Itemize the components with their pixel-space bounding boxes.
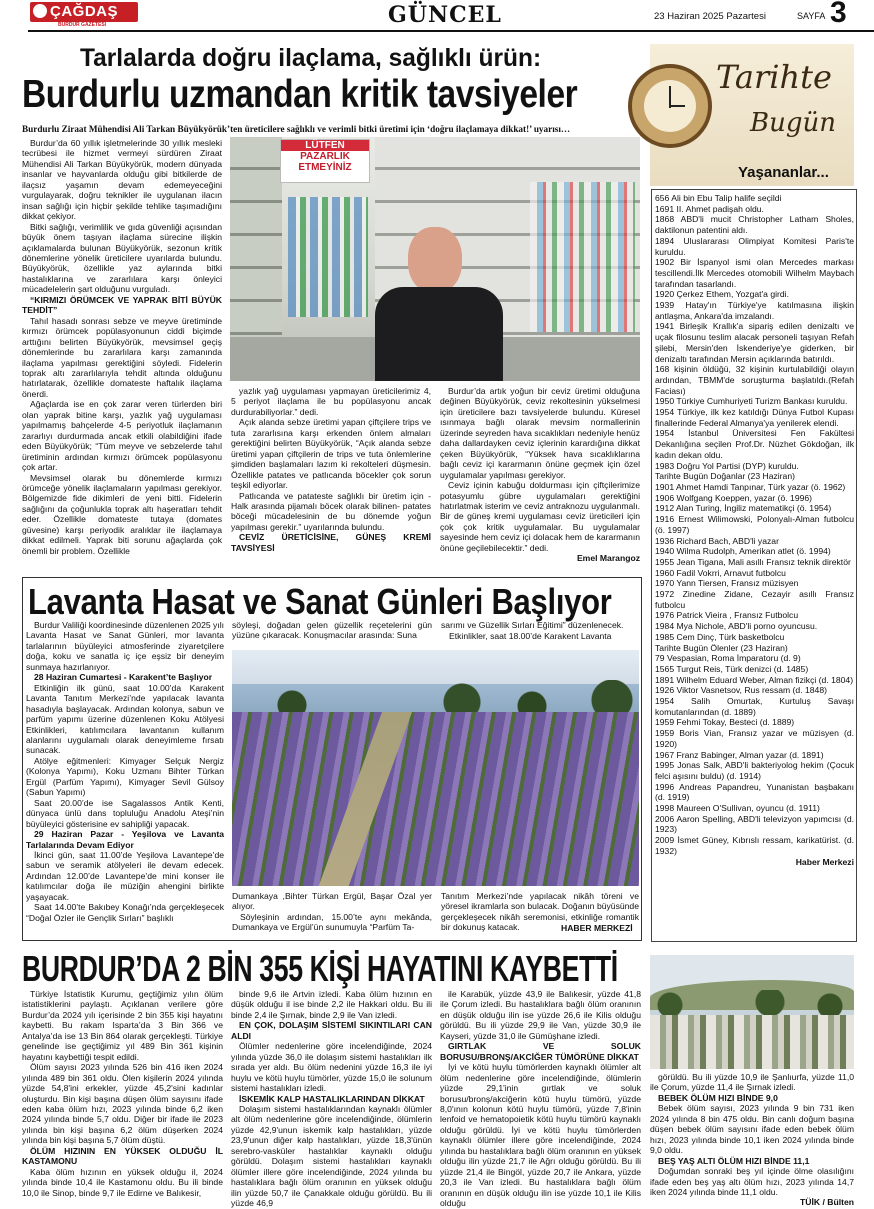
- product-boxes-right: [530, 182, 635, 332]
- paragraph: Ölüm sayısı 2023 yılında 526 bin 416 iken 2024 yılında 489 bin 361 oldu. Ölen kişilerin 2024 yılında yüzde 54,8'ini erkekler, yüzde 45,2'sini kadınlar oluşturdu. Bin kişi başına düşen ölüm sayısını ifade eden kaba ölüm hızı, 2023 yılında binde 6,2 iken 2024 yılında binde 5,7 oldu. Diğer bir ifade ile 2023 yılında bin kişi başına 6,2 ölüm düşerken 2024 yılında bin kişi başına 5,7 ölüm düştü.: [22, 1062, 223, 1146]
- history-item: 1984 Mya Nichole, ABD'li porno oyuncusu.: [655, 621, 818, 632]
- article3-column-2: [231, 989, 432, 1209]
- byline: Emel Marangoz: [576, 553, 640, 564]
- history-item: 1891 Wilhelm Eduard Weber, Alman fizikçi (d. 1804): [655, 674, 854, 685]
- masthead-rule: [28, 30, 874, 32]
- article2-byline: HABER MERKEZİ: [558, 923, 633, 933]
- paragraph: Bebek ölüm sayısı, 2023 yılında 9 bin 731 iken 2024 yılında 8 bin 475 oldu. Bin canlı doğum başına düşen bebek ölüm sayısını ifade eden bebek ölüm hızı, 2023 yılında binde 10,1 iken 2024 yılında binde 9,0 oldu.: [650, 1103, 854, 1156]
- history-item: 1954 Salih Omurtak, Kurtuluş Savaşı komutanlarından (d. 1889): [655, 696, 854, 717]
- subheading: GIRTLAK VE SOLUK BORUSU/BRONŞ/AKCİĞER TÜMÖRÜNE DİKKAT: [440, 1041, 641, 1062]
- paragraph: Açık alanda sebze üretimi yapan çiftçilere trips ve tuta zararlısına karşı erkenden önlem almaları gerektiğini belirten Büyükyörük, “Açık alanda sebze üretimi yapan çiftçilerin de trips ve tuta önlemlerine şimdiden başlamaları lazım ki rekolteleri düşmesin. Özellikle patates ve patlıcanda böcekler çok sorun teşkil ediyorlar.: [231, 417, 431, 491]
- masthead: [0, 0, 874, 32]
- article2-col2-bottom: Dumankaya ,Bihter Türkan Ergül, Başar Özal yer alıyor.: [232, 891, 432, 912]
- history-item: 1950 Türkiye Cumhuriyeti Turizm Bankası kuruldu.: [655, 396, 848, 407]
- history-item: 1970 Yann Tiersen, Fransız müzisyen: [655, 578, 799, 589]
- article1-column-1: [22, 138, 222, 558]
- logo-emblem-icon: [33, 4, 47, 18]
- article2-col3-bottom: Tanıtım Merkezi’nde yapılacak nikâh töreni ve yöresel ikramlarla son bulacak. Doğanın büyüsünde gerçekleşecek nikâh seremonisi, etkinliğe romantik bir dokunuş katacak.: [441, 891, 639, 933]
- paragraph: Mevsimsel olarak bu dönemlerde kırmızı örümceğe yönelik ilaçlamaların yapılması gerekiyor. Bölgemizde fide dikimleri de yeni bitti. Fidelerin sağlığını da çoğunlukla toprak altı haşeratları tehdit eder. Özellikle domateste tutaya (domates güvesine) karşı periyodik aralıklar ile ilaçlamaya dikkat edilmeli. Yaprak biti sorunu ağaçlarda çok önemli bir problem. Özellikle: [22, 472, 222, 556]
- history-item: 1902 Bir İspanyol ismi olan Mercedes markası tescillendi.İlk Mercedes otomobili Wilhelm Maybach tarafından tasarlandı.: [655, 257, 854, 289]
- history-item: 1996 Andreas Papandreu, Yunanistan başbakanı (d. 1919): [655, 781, 854, 803]
- issue-date: 23 Haziran 2025 Pazartesi: [654, 11, 766, 22]
- paragraph: Bitki sağlığı, verimlilik ve gıda güvenliği açısından büyük önem taşıyan ilaçlama sürecine ilişkin açıklamalarda bulunan Büyükyörük, sezonun kritik dönemlerine yönelik üreticilere uyarılarda bulundu. Büyükyörük, özellikle yaz aylarında bitki hastalıklarına ve zararlılara karşı önleyici mücadelelerin şart olduğunu vurguladı.: [22, 221, 222, 295]
- history-item: 1954 İstanbul Üniversitesi Fen Fakültesi Dekanlığına seçilen Prof.Dr. Nüzhet Gökdoğan, ilk kadın dekan oldu.: [655, 428, 854, 460]
- article1-column-3: [440, 386, 640, 564]
- article2-col3-top: sarımı ve Güzellik Sırları Eğitimi” düzenlenecek.: [441, 620, 624, 630]
- paragraph: Dolaşım sistemi hastalıklarından kaynaklı ölümler alt ölüm nedenlerine göre incelendiğinde, ölümlerin yüzde 42,9'unun iskemik kalp hastalıkları, yüzde 23,9'unun diğer kalp hastalıkları, yüzde 18,3'ünün serebro-vasküler hastalıklar kaynaklı olduğu görüldü. Dolaşım sistemi hastalıkları kaynaklı ölümler illere göre incelendiğinde, 2024 yılında bu hastalıklara bağlı ölüm oranının en yüksek olduğu ilin yüzde 50,7 ile Çanakkale olduğu görüldü. Bu ili yüzde 46,9: [231, 1103, 432, 1209]
- history-item: Tarihte Bugün Doğanlar (23 Haziran): [655, 471, 795, 482]
- subheading: “KIRMIZI ÖRÜMCEK VE YAPRAK BİTİ BÜYÜK TEHDİT”: [22, 294, 222, 316]
- history-item: 1912 Alan Turing, İngiliz matematikçi (ö. 1954): [655, 503, 832, 514]
- history-item: 1959 Fehmi Tokay, Besteci (d. 1889): [655, 717, 795, 728]
- history-item: 1936 Richard Bach, ABD'li yazar: [655, 535, 779, 546]
- article2-col2-top: söyleşi, doğadan gelen güzellik reçetelerini gün yüzüne çıkaracak. Konuşmacılar arasında: Suna: [232, 620, 432, 641]
- paragraph: Türkiye İstatistik Kurumu, geçtiğimiz yılın ölüm istatistiklerini paylaştı. Açıklanan verilere göre Burdur’da 2024 yılı içerisinde 2 bin 355 kişi hayatını kaybetti. Bu rakam Isparta’da 3 Bin 366 ve Antalya’da ise 13 Bin 864 olarak gerçekleşti. Türkiye genelinde ise geçtiğimiz yıl 489 Bin 361 kişinin hayatını kaybettiği tespit edildi.: [22, 989, 223, 1062]
- page-number: 3: [830, 0, 847, 29]
- person-head: [408, 227, 462, 293]
- subheading: CEVİZ ÜRETİCİSİNE, GÜNEŞ KREMİ TAVSİYESİ: [231, 532, 431, 553]
- paragraph: Burdur’da artık yoğun bir ceviz üretimi olduğuna değinen Büyükyörük, ceviz rekoltesinin yükselmesi için üreticilere bazı tavsiyelerde bulundu. Küresel ısınmaya bağlı olarak mevsim normallerinin üzerinde seyreden hava sıcaklıkları nedeniyle henüz daha dallardayken ceviz içlerinin karardığına dikkat çeken Büyükyörük, “Yüksek hava sıcaklıklarına bağlı ceviz içi kararmanın önüne geçmek için özel uygulamalar yapılması gerekiyor.: [440, 386, 640, 480]
- article1-headline: Burdurlu uzmandan kritik tavsiyeler: [22, 73, 578, 116]
- history-item: 1868 ABD'li mucit Christopher Latham Sholes, daktilonun patentini aldı.: [655, 214, 854, 236]
- article2-headline: Lavanta Hasat ve Sanat Günleri Başlıyor: [28, 581, 612, 622]
- paragraph: Saat 20.00’de ise Sagalassos Antik Kenti, dünyaca ünlü dans topluluğu Anadolu Ateşi’nin büyüleyici gösterisine ev sahipliği yapacak.: [26, 797, 224, 829]
- subheading: ÖLÜM HIZININ EN YÜKSEK OLDUĞU İL KASTAMONU: [22, 1145, 223, 1167]
- history-item: 1954 Türkiye, ilk kez katıldığı Dünya Futbol Kupası finallerinde Federal Almanya'ya yenilerek elendi.: [655, 407, 854, 428]
- paragraph: Patlıcanda ve patateste sağlıklı bir üretim için - Halk arasında pijamalı böcek olarak bilinen- patates böceği mücadelesinin de bu dönemde yoğun yapılması gerekir.” uyarılarında bulundu.: [231, 490, 431, 532]
- logo-text: ÇAĞDAŞ: [50, 3, 119, 20]
- paragraph: Ceviz içinin kabuğu doldurması için çiftçilerimize potasyumlu gübre uygulamaları gerektiğini hatırlatmak isterim ve ceviz antraknozu uygulanmalı. Bir de güneş kremi uygulaması ceviz üreticileri için çok çok kritik uygulamalar. Bu uygulamalar sayesinde hem ceviz içi dolacak hem de kararmanın önüne geçilebilecektir.” dedi.: [440, 480, 640, 553]
- clock-icon: [628, 64, 712, 148]
- paragraph: binde 9,6 ile Artvin izledi. Kaba ölüm hızının en düşük olduğu il ise binde 2,2 ile Hakkari oldu. Bu ili binde 2,4 ile Şırnak, binde 2,9 ile Van izledi.: [231, 989, 432, 1020]
- product-boxes-left: [288, 197, 368, 317]
- byline: TÜİK / Bülten: [800, 1197, 854, 1208]
- article3-headline: BURDUR’DA 2 BİN 355 KİŞİ HAYATINI KAYBETTİ: [22, 948, 618, 989]
- history-item: 1998 Maureen O'Sullivan, oyuncu (d. 1911): [655, 803, 820, 814]
- paragraph: İkinci gün, saat 11.00’de Yeşilova Lavantepe’de sabun ve seramik atölyeleri ile devam edecek. Ardından 12.00’de Lavantepe’de mini konser ile katılımcılar doğa ile müziğin ahengini birlikte yaşayacak.: [26, 849, 224, 902]
- sidebar-title-1: Tarihte: [716, 58, 832, 96]
- history-item: 1972 Zinedine Zidane, Cezayir asıllı Fransız futbolcu: [655, 589, 854, 610]
- history-item: 1983 Doğru Yol Partisi (DYP) kuruldu.: [655, 460, 799, 471]
- history-item: 1894 Uluslararası Olimpiyat Komitesi Paris'te kuruldu.: [655, 235, 854, 257]
- sidebar-banner: [650, 44, 854, 186]
- paragraph: Atölye eğitmenleri: Kimyager Selçuk Nergiz (Kolonya Yapımı), Koku Uzmanı Bihter Türkan Ergül (Parfüm Yapımı), Kimyager Sevil Gülsoy (Sabun Yapımı): [26, 755, 224, 798]
- article1-photo-pharmacy-shop: [230, 137, 640, 381]
- sidebar-subtitle: Yaşananlar...: [738, 164, 829, 181]
- newspaper-logo: [30, 2, 138, 22]
- history-item: 79 Vespasian, Roma İmparatoru (d. 9): [655, 653, 801, 664]
- shop-sign: LÜTFEN PAZARLIK ETMEYİNİZ: [280, 139, 370, 183]
- subheading: BEŞ YAŞ ALTI ÖLÜM HIZI BİNDE 11,1: [658, 1155, 810, 1166]
- history-item: 1691 II. Ahmet padişah oldu.: [655, 203, 764, 214]
- article1-column-2: [231, 386, 431, 558]
- history-item: 1926 Viktor Vasnetsov, Rus ressam (d. 1848): [655, 685, 827, 696]
- paragraph: görüldü. Bu ili yüzde 10,9 ile Şanlıurfa, yüzde 11,0 ile Çorum, yüzde 11,4 ile Şırnak izledi.: [650, 1072, 854, 1093]
- paragraph: Kaba ölüm hızının en yüksek olduğu il, 2024 yılında binde 10,4 ile Kastamonu oldu. Bu ili binde 10,0 ile Sinop, binde 9,7 ile Edirne ve Balıkesir,: [22, 1166, 223, 1198]
- history-item: Tarihte Bugün Ölenler (23 Haziran): [655, 642, 788, 653]
- history-item: 1995 Jonas Salk, ABD'li bakteriyolog hekim (Çocuk felci aşısını buldu) (d. 1914): [655, 760, 854, 781]
- paragraph: Burdur Valiliği koordinesinde düzenlenen 2025 yılı Lavanta Hasat ve Sanat Günleri, mor lavanta tarlalarının büyüleyici atmosferinde ziyaretçilere doğa, koku ve sanatla iç içe eşsiz bir deneyim sunmaya hazırlanıyor.: [26, 620, 224, 672]
- article2-column-1: [26, 620, 224, 938]
- history-item: 1967 Franz Babinger, Alman yazar (d. 1891): [655, 749, 824, 760]
- logo-subtitle: BURDUR GAZETESİ: [58, 22, 107, 28]
- history-item: 1955 Jean Tigana, Mali asıllı Fransız teknik direktör: [655, 556, 851, 567]
- paragraph: Ölümler nedenlerine göre incelendiğinde, 2024 yılında yüzde 36,0 ile dolaşım sistemi hastalıkları ilk sırada yer aldı. Bu ölüm nedenini yüzde 16,3 ile iyi huylu ve kötü huylu tümörler, yüzde 15,0 ile solunum sistemi hastalıkları izledi.: [231, 1041, 432, 1094]
- section-name: GÜNCEL: [388, 2, 502, 28]
- history-item: 2009 İsmet Güney, Kıbrıslı ressam, karikatürist. (d. 1932): [655, 835, 854, 856]
- paragraph: İyi ve kötü huylu tümörlerden kaynaklı ölümler alt ölüm nedenlerine göre incelendiğinde, ölümlerin yüzde 29,1'inin gırtlak ve soluk borusu/bronş/akciğerin kötü huylu tümörü, yüzde 8,0'ının kolonun kötü huylu tümörü, yüzde 7,8'inin lenfoid ve hematopoietik kötü huylu tümörü kaynaklı olduğu görüldü. İyi ve kötü huylu tümörlerden kaynaklı ölümler illere göre incelendiğinde, 2024 yılında bu hastalıklara bağlı ölüm oranının en yüksek olduğu ilin yüzde 21,7 ile Ağrı olduğu görüldü. Bu ili yüzde 21,4 ile Bingöl, yüzde 20,7 ile Ankara, yüzde 20,3 ile Van izledi. Bu hastalıklara bağlı ölüm oranının en düşük olduğu ilin ise yüzde 10,1 ile Kilis olduğu: [440, 1062, 641, 1209]
- person-body: [375, 287, 503, 381]
- article2-col2-bottom2: Söyleşinin ardından, 15.00’te aynı mekânda, Dumankaya ve Ergül’ün sunumuyla “Parfüm Ta-: [232, 912, 432, 933]
- paragraph: Doğumdan sonraki beş yıl içinde ölme olasılığını ifade eden beş yaş altı ölüm hızı, 2023 yılında 14,7 iken 2024 yılında binde 11,1 oldu.: [650, 1166, 854, 1197]
- article3-column-1: [22, 989, 223, 1197]
- article3-column-4: [650, 1072, 854, 1208]
- history-item: 1565 Turgut Reis, Türk denizci (d. 1485): [655, 663, 809, 674]
- page-label: SAYFA: [797, 11, 826, 21]
- paragraph: Burdur’da 60 yıllık işletmelerinde 30 yıllık mesleki tecrübesi ile hizmet vermeyi sürdüren Ziraat Mühendisi Ali Tarkan Büyükyörük, modern dünyada insanlar ve hayvanlarda olduğu gibi bitkilerde de ilaçsız yaşamın devam edemeyeceğini vurgulayarak, doğru teknikler ile uygulanan ilacın insan sağlığı için hiçbir şekilde tehlike taşımadığını dikkat çekiyor.: [22, 138, 222, 222]
- history-item: 1976 Patrick Vieira , Fransız Futbolcu: [655, 610, 799, 621]
- field: [232, 712, 639, 886]
- history-item: 1916 Ernest Wilimowski, Polonyalı-Alman futbolcu (ö. 1997): [655, 514, 854, 535]
- history-item: 1940 Wilma Rudolph, Amerikan atlet (ö. 1994): [655, 546, 831, 557]
- subheading: EN ÇOK, DOLAŞIM SİSTEMİ SIKINTILARI CAN ALDI: [231, 1020, 432, 1041]
- paragraph: Ağaçlarda ise en çok zarar veren türlerden biri olan yaprak bitine karşı, yazlık yağ uygulaması yapılmamış bahçelerde 4-5 periyotluk ilaçlamanın zararlıyı durdurmada ancak etkili olabildiğini ifade eden Büyükyörük; “Tüm meyve ve sebzelerde tahıl üretiminin ardından kırmızı örümcek popülasyonu çok artar.: [22, 399, 222, 473]
- paragraph: Saat 14.00’te Bakıbey Konağı’nda gerçekleşecek “Doğal Özler ile Gençlik Sırları” başlıklı: [26, 902, 224, 923]
- history-item: 1941 Birleşik Krallık'a sipariş edilen denizaltı ve uçak filosunu teslim alacak personeli taşıyan Refah şilebi, Mersin'den İskenderiye'ye giderken, bir denizaltı tarafından Mersin açıklarında batırıldı.: [655, 321, 854, 364]
- paragraph: Tahıl hasadı sonrası sebze ve meyve üretiminde kırmızı örümcek popülasyonunun ciddi biçimde arttığını belirten Büyükyörük, mevsimsel geçiş dönemlerinde bu zararlılara karşı zamanında ilaçlama yapılması gerektiğini söyledi. Fidelerin toprak altı zararlılarıyla tehdit altında olduğunu hatırlatarak, özellikle domateste haftalık ilaçlama önerdi.: [22, 315, 222, 399]
- graves: [650, 1015, 854, 1069]
- history-item: 1959 Boris Vian, Fransız yazar ve müzisyen (d. 1920): [655, 728, 854, 749]
- sidebar-byline: Haber Merkezi: [795, 856, 854, 867]
- article1-kicker: Tarlalarda doğru ilaçlama, sağlıklı ürün:: [80, 44, 542, 72]
- sidebar-frame: [651, 189, 857, 942]
- history-item: 1906 Wolfgang Koeppen, yazar (ö. 1996): [655, 492, 813, 503]
- paragraph: yazlık yağ uygulaması yapmayan üreticilerimiz 4, 5 periyot ilaçlama ile bu popülasyonu ancak durdurabiliyorlar.” dedi.: [231, 386, 431, 417]
- article1-lead: Burdurlu Ziraat Mühendisi Ali Tarkan Büyükyörük’ten üreticilere sağlıklı ve verimli bitki üretimi için ‘doğru ilaçlamaya dikkat!’ uyarısı…: [22, 124, 571, 134]
- sidebar-title-2: Bugün: [750, 108, 836, 138]
- history-item: 1939 Hatay'ın Türkiye'ye katılmasına ilişkin antlaşma, Ankara'da imzalandı.: [655, 300, 854, 321]
- subheading: 28 Haziran Cumartesi - Karakent’te Başlıyor: [34, 672, 213, 683]
- history-item: 1920 Çerkez Ethem, Yozgat'a girdi.: [655, 289, 789, 300]
- history-item: 1960 Fadil Vokrri, Arnavut futbolcu: [655, 567, 786, 578]
- history-item: 1901 Ahmet Hamdi Tanpınar, Türk yazar (ö. 1962): [655, 481, 846, 492]
- article2-col3-top2: Etkinlikler, saat 18.00’de Karakent Lavanta: [449, 631, 612, 641]
- paragraph: ile Karabük, yüzde 43,9 ile Balıkesir, yüzde 41,8 ile Çorum izledi. Bu hastalıklara bağlı ölüm oranının en düşük olduğu ilin ise yüzde 26,6 ile Kilis olduğu görüldü. Bu ili yüzde 29,9 ile Van, yüzde 30,9 ile Kayseri, yüzde 31,0 ile Gümüşhane izledi.: [440, 989, 641, 1041]
- subheading: 29 Haziran Pazar - Yeşilova ve Lavanta Tarlalarında Devam Ediyor: [26, 829, 224, 850]
- history-item: 2006 Aaron Spelling, ABD'li televizyon yapımcısı (d. 1923): [655, 813, 854, 835]
- article3-photo-cemetery: [650, 955, 854, 1069]
- history-item: 1985 Cem Dinç, Türk basketbolcu: [655, 631, 785, 642]
- article2-photo-lavender-field: [232, 650, 639, 886]
- paragraph: Etkinliğin ilk günü, saat 10.00’da Karakent Lavanta Tanıtım Merkezi’nde yapılacak lavanta hasadıyla başlayacak. Ardından kolonya, sabun ve parfüm yapımı üzerine düzenlenen Koku Atölyesi Etkinlikleri, katılımcılara lavantanın kullanım alanlarını uygulamalı olarak deneyimleme fırsatı sunacak.: [26, 682, 224, 756]
- subheading: BEBEK ÖLÜM HIZI BİNDE 9,0: [658, 1092, 778, 1103]
- history-item: 656 Ali bin Ebu Talip halife seçildi: [655, 193, 782, 203]
- article3-column-3: [440, 989, 641, 1209]
- subheading: İSKEMİK KALP HASTALIKLARINDAN DİKKAT: [239, 1093, 425, 1104]
- history-item: 168 kişinin öldüğü, 32 kişinin kurtulabildiği olayın ardından, TBMM'de soruşturma başlatıldı.(Refah Faciası): [655, 364, 854, 396]
